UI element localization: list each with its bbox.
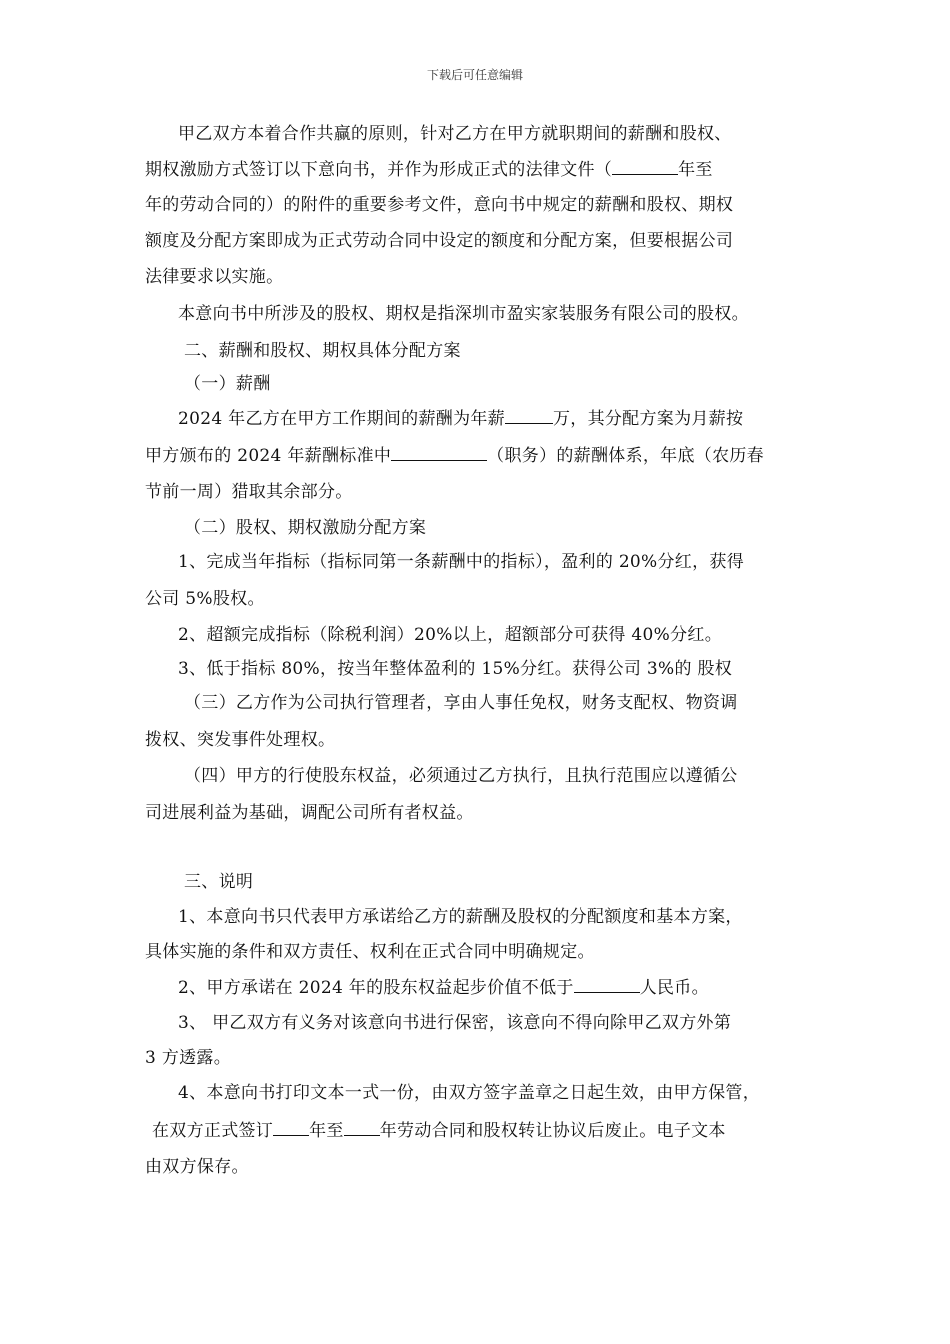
fill-blank xyxy=(273,1118,309,1136)
paragraph-line: 具体实施的条件和双方责任、权利在正式合同中明确规定。 xyxy=(145,942,595,962)
paragraph-line: 本意向书中所涉及的股权、期权是指深圳市盈实家装服务有限公司的股权。 xyxy=(178,304,749,324)
paragraph-line: 节前一周）猎取其余部分。 xyxy=(145,482,353,502)
paragraph-line: 3 方透露。 xyxy=(145,1048,232,1068)
fill-blank xyxy=(344,1118,380,1136)
paragraph-line: 1、本意向书只代表甲方承诺给乙方的薪酬及股权的分配额度和基本方案， xyxy=(178,907,743,927)
page-header: 下载后可任意编辑 xyxy=(426,68,523,82)
fill-blank xyxy=(391,443,487,461)
fill-blank xyxy=(574,975,640,993)
paragraph-line: 3、低于指标 80%，按当年整体盈利的 15%分红。获得公司 3%的 股权 xyxy=(178,659,733,679)
section-heading: 三、说明 xyxy=(184,872,254,892)
paragraph-line: 3、 甲乙双方有义务对该意向书进行保密，该意向不得向除甲乙双方外第 xyxy=(178,1013,732,1033)
subsection-heading: （一）薪酬 xyxy=(184,374,271,394)
paragraph-line: 2、甲方承诺在 2024 年的股东权益起步价值不低于 人民币。 xyxy=(178,975,709,1000)
paragraph-line: 2024 年乙方在甲方工作期间的薪酬为年薪 万，其分配方案为月薪按 xyxy=(178,406,743,431)
paragraph-line: 1、完成当年指标（指标同第一条薪酬中的指标），盈利的 20%分红，获得 xyxy=(178,552,745,572)
paragraph-line: 4、本意向书打印文本一式一份，由双方签字盖章之日起生效，由甲方保管， xyxy=(178,1083,761,1103)
fill-blank xyxy=(612,157,678,175)
paragraph-line: 公司 5%股权。 xyxy=(145,589,265,609)
paragraph-line: 额度及分配方案即成为正式劳动合同中设定的额度和分配方案，但要根据公司 xyxy=(145,231,734,251)
section-heading: 二、薪酬和股权、期权具体分配方案 xyxy=(184,341,461,361)
paragraph-line: 在双方正式签订 年至 年劳动合同和股权转让协议后废止。电子文本 xyxy=(152,1118,726,1143)
paragraph-line: 2、超额完成指标（除税利润）20%以上，超额部分可获得 40%分红。 xyxy=(178,625,722,645)
paragraph-line: 年的劳动合同的）的附件的重要参考文件，意向书中规定的薪酬和股权、期权 xyxy=(145,195,734,215)
paragraph-line: （三）乙方作为公司执行管理者，享由人事任免权，财务支配权、物资调 xyxy=(184,693,738,713)
subsection-heading: （二）股权、期权激励分配方案 xyxy=(184,518,427,538)
paragraph-line: 由双方保存。 xyxy=(145,1157,249,1177)
paragraph-line: 法律要求以实施。 xyxy=(145,267,284,287)
paragraph-line: 甲乙双方本着合作共赢的原则，针对乙方在甲方就职期间的薪酬和股权、 xyxy=(178,124,732,144)
fill-blank xyxy=(505,406,553,424)
paragraph-line: 甲方颁布的 2024 年薪酬标准中 （职务）的薪酬体系，年底（农历春 xyxy=(145,443,764,468)
paragraph-line: 期权激励方式签订以下意向书，并作为形成正式的法律文件（ 年至 xyxy=(145,157,713,182)
paragraph-line: 司进展利益为基础，调配公司所有者权益。 xyxy=(145,803,474,823)
paragraph-line: （四）甲方的行使股东权益，必须通过乙方执行，且执行范围应以遵循公 xyxy=(184,766,738,786)
paragraph-line: 拨权、突发事件处理权。 xyxy=(145,730,336,750)
